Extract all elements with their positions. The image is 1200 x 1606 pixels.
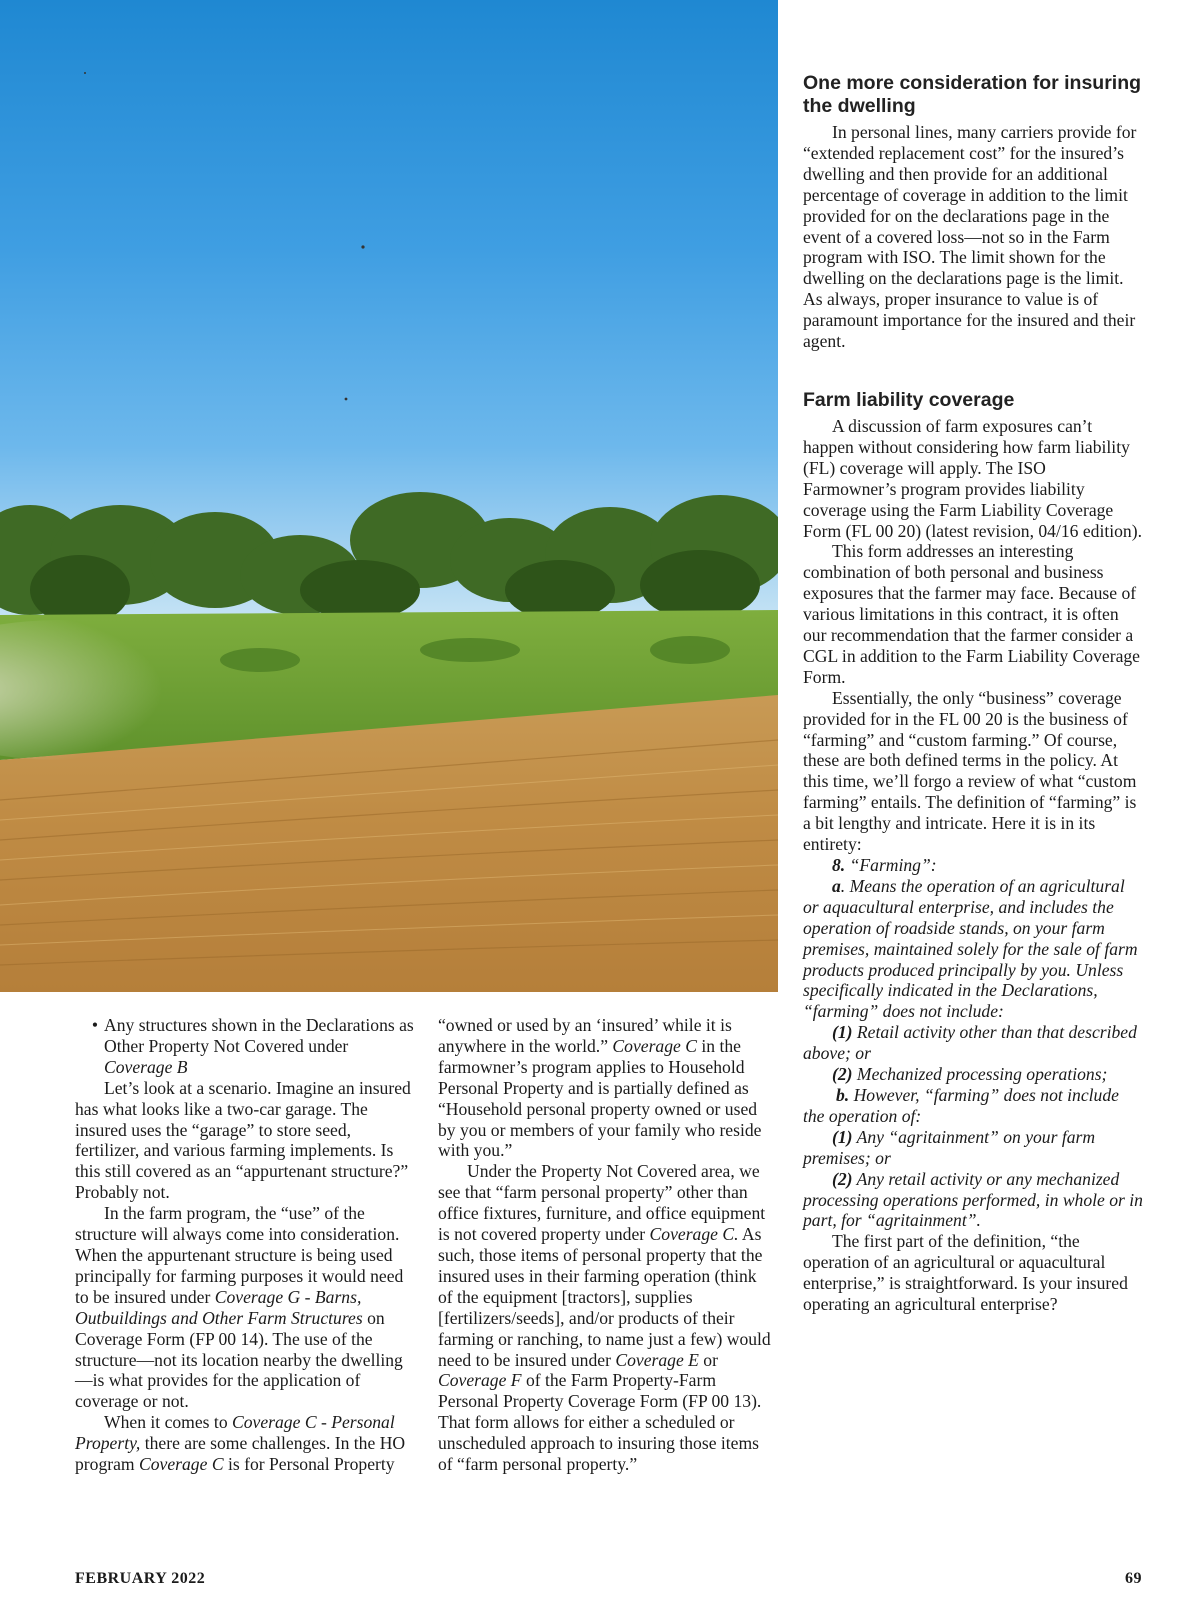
clause-label: (2) [832,1064,853,1085]
clause-text: . Means the operation of an agricultural or aquacultural enterprise, and includes the operation of roadside stands, on your farm premises, maintained solely for the sale of farm products produced principally by you. Unless specifically indicated in the Declarations, “farming” does not include: [803,875,1138,1022]
clause-text: Retail activity other than that described above; or [803,1022,1137,1064]
emphasis: Coverage E [615,1349,699,1370]
clause-label: (1) [832,1022,853,1043]
middle-column [438,1015,773,1475]
clause-label: b. [836,1084,850,1105]
text-run: of the Farm Property-Farm Personal Property Coverage Form (FP 00 13). That form allows for either a scheduled or unscheduled approach to insuring those items of “farm personal property.” [438,1370,762,1475]
definition-title [803,855,1143,876]
clause-text: However, “farming” does not include the operation of: [803,1084,1119,1126]
page-number: 69 [1125,1570,1142,1587]
definition-term: “Farming”: [849,855,937,875]
text-run: in the farmowner’s program applies to Household Personal Property and is partially defined as “Household personal property owned or used by you or members of your family who reside with you.” [438,1035,762,1161]
emphasis: Coverage G - Barns, Outbuildings and Other Farm Structures [75,1286,363,1328]
definition-subclause [803,1022,1143,1064]
bullet-item [75,1015,419,1078]
clause-text: Any “agritainment” on your farm premises; or [803,1126,1096,1168]
clause-label: (1) [832,1126,853,1147]
paragraph: Let’s look at a scenario. Imagine an insured has what looks like a two-car garage. The insured uses the “garage” to store seed, fertilizer, and various farming implements. Is this still covered as an “appurtenant structure?” Probably not. [75,1077,411,1203]
emphasis: Coverage C [612,1035,697,1056]
definition-number: 8. [832,855,846,875]
right-column [803,72,1143,1315]
section-heading: One more consideration for insuring the dwelling [803,72,1142,117]
text-run: on Coverage Form (FP 00 14). The use of the structure—not its location nearby the dwelling—is what provides for the application of coverage or not. [75,1307,403,1412]
clause-text: Mechanized processing operations; [852,1064,1108,1085]
paragraph: Essentially, the only “business” coverage provided for in the FL 00 20 is the business of “farming” and “custom farming.” Of course, these are both defined terms in the policy. At this time, we’ll forgo a review of what “custom farming” entails. The definition of “farming” is a bit lengthy and intricate. Here it is in its entirety: [803,687,1137,855]
emphasis: Coverage C [139,1454,224,1475]
farming-definition [803,855,1143,1231]
clause-label: (2) [832,1168,853,1189]
paragraph [438,1015,773,1161]
definition-subclause [803,1127,1143,1169]
text-run: or [698,1349,718,1370]
issue-date: FEBRUARY 2022 [75,1570,206,1587]
definition-clause-b [803,1085,1143,1127]
text-run: “owned or used by an ‘insured’ while it is anywhere in the world.” [438,1015,732,1056]
paragraph: The first part of the definition, “the operation of an agricultural or aquacultural enterprise,” is straightforward. Is your insured operating an agricultural enterprise? [803,1231,1128,1315]
emphasis: Coverage C. [649,1224,739,1245]
clause-text: Any retail activity or any mechanized processing operations performed, in whole or in part, for “agritainment”. [803,1168,1143,1231]
left-column [75,1015,419,1475]
clause-label: a [832,875,841,896]
paragraph: A discussion of farm exposures can’t happen without considering how farm liability (FL) coverage will apply. The ISO Farmowner’s program provides liability coverage using the Farm Liability Coverage Form (FL 00 20) (latest revision, 04/16 edition). [803,415,1142,541]
paragraph [75,1412,419,1475]
bullet-icon: • [91,1015,98,1035]
definition-subclause [803,1064,1143,1085]
section-heading: Farm liability coverage [803,388,1015,411]
text-run: In the farm program, the “use” of the structure will always come into consideration. When the appurtenant structure is being used principally for farming purposes it would need to be insured under [75,1203,404,1307]
text-run: Under the Property Not Covered area, we see that “farm personal property” other than office fixtures, furniture, and office equipment is not covered property under [438,1161,766,1245]
paragraph: In personal lines, many carriers provide for “extended replacement cost” for the insured’s dwelling and then provide for an additional percentage of coverage in addition to the limit provided for on the declarations page in the event of a covered loss—not so in the Farm program with ISO. The limit shown for the dwelling on the declarations page is the limit. As always, proper insurance to value is of paramount importance for the insured and their agent. [803,122,1137,352]
paragraph [75,1203,419,1412]
wheat-field-illustration [0,0,778,992]
text-run: When it comes to [104,1412,233,1433]
emphasis: Coverage C - Personal Property, [75,1412,395,1454]
definition-subclause [803,1169,1143,1232]
text-run: is for Personal Property [223,1454,395,1475]
emphasis: Coverage F [438,1370,522,1391]
bullet-text: Any structures shown in the Declarations as Other Property Not Covered under [104,1015,414,1056]
farm-field-photo [0,0,778,992]
text-run: there are some challenges. In the HO program [75,1433,406,1475]
text-run: As such, those items of personal property that the insured uses in their farming operation (think of the equipment [tractors], supplies [fertilizers/seeds], and/or products of their farming or ranching, to name just a few) would need to be insured under [438,1224,771,1370]
definition-clause-a [803,876,1143,1022]
paragraph: This form addresses an interesting combination of both personal and business exposures that the farmer may face. Because of various limitations in this contract, it is often our recommendation that the farmer consider a CGL in addition to the Farm Liability Coverage Form. [803,541,1140,687]
paragraph [438,1161,773,1475]
bullet-emphasis: Coverage B [104,1056,188,1077]
